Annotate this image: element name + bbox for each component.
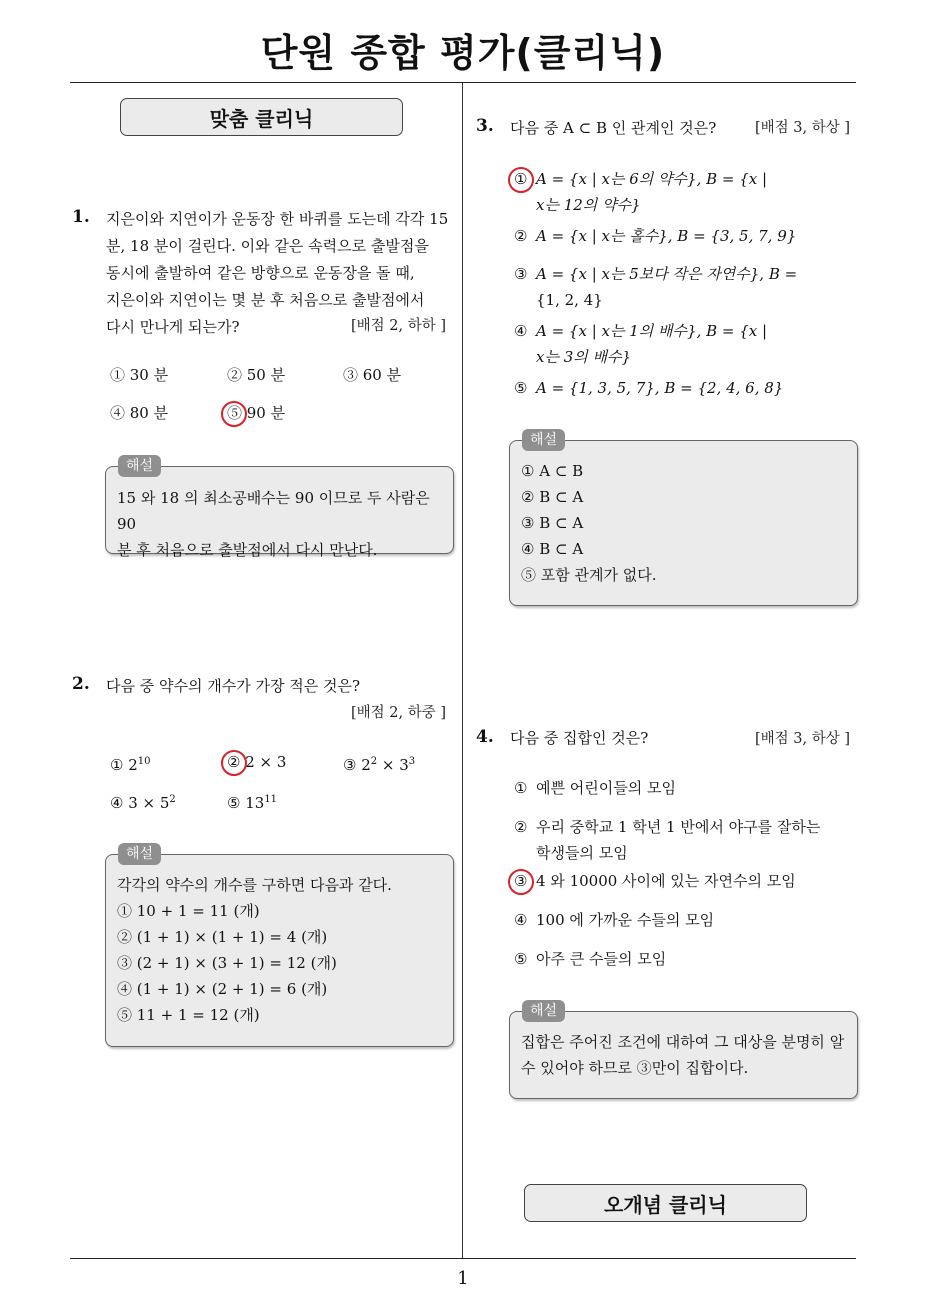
solution-line: ① 10 + 1 = 11 (개) (117, 902, 260, 920)
choice-text: {1, 2, 4} (536, 291, 603, 309)
q1-choice-5[interactable]: ⑤ 90 분 (227, 404, 286, 422)
q2-choice-3[interactable] (343, 749, 415, 778)
q1-solution-tag: 해설 (118, 455, 161, 477)
choice-text: A = {x | x는 홀수}, B = {3, 5, 7, 9} (536, 227, 797, 245)
q2-solution-text (117, 872, 447, 1028)
q4-choice-5[interactable] (514, 946, 666, 972)
match-clinic-banner: 맞춤 클리닉 (120, 98, 403, 136)
q4-solution-text (521, 1029, 851, 1081)
choice-text: 예쁜 어린이들의 모임 (536, 779, 676, 797)
q2-meta: [배점 2, 하중 ] (351, 705, 447, 721)
solution-line: 15 와 18 의 최소공배수는 90 이므로 두 사람은 90 (117, 489, 430, 533)
q3-number: 3. (476, 116, 494, 136)
choice-text: A = {x | x는 6의 약수}, B = {x | (536, 170, 768, 188)
choice-number: ③ (514, 265, 528, 283)
q2-text: 다음 중 약수의 개수가 가장 적은 것은? (106, 677, 361, 695)
q2-number: 2. (72, 674, 90, 694)
choice-number: ① (514, 170, 528, 188)
top-rule (70, 82, 856, 83)
choice-number: ⑤ (514, 950, 528, 968)
choice-text: 100 에 가까운 수들의 모임 (536, 911, 715, 929)
choice-text: ③ 2 (343, 756, 371, 774)
q4-choice-4[interactable] (514, 907, 714, 933)
column-divider (462, 83, 463, 1258)
choice-number: ① (514, 779, 528, 797)
solution-line: ⑤ 포함 관계가 없다. (521, 566, 657, 584)
q1-line: 분, 18 분이 걸린다. 이와 같은 속력으로 출발점을 (106, 237, 429, 255)
choice-text: x는 12의 약수} (536, 196, 641, 214)
q1-solution-text (117, 485, 447, 563)
q1-line: 지은이와 지연이는 몇 분 후 처음으로 출발점에서 (106, 291, 425, 309)
choice-text: 우리 중학교 1 학년 1 반에서 야구를 잘하는 (536, 818, 821, 836)
solution-line: ② (1 + 1) × (1 + 1) = 4 (개) (117, 928, 328, 946)
choice-text: A = {x | x는 1의 배수}, B = {x | (536, 322, 768, 340)
choice-text: 2 × 3 (245, 753, 287, 771)
choice-text: ② (227, 753, 241, 771)
q1-choice-4[interactable]: ④ 80 분 (110, 404, 169, 422)
q2-choice-5[interactable] (227, 787, 277, 816)
solution-line: ④ B ⊂ A (521, 540, 584, 558)
solution-line: ① A ⊂ B (521, 462, 584, 480)
solution-line: 각각의 약수의 개수를 구하면 다음과 같다. (117, 876, 392, 894)
choice-text: x는 3의 배수} (536, 348, 632, 366)
choice-text: ⑤ 13 (227, 794, 265, 812)
q1-choice-2[interactable]: ② 50 분 (227, 366, 286, 384)
exponent: 11 (264, 794, 278, 805)
q1-line: 동시에 출발하여 같은 방향으로 운동장을 돌 때, (106, 264, 415, 282)
q4-text: 다음 중 집합인 것은? (510, 729, 649, 747)
bottom-rule (70, 1258, 856, 1259)
q3-solution-text (521, 458, 851, 588)
q1-number: 1. (72, 207, 90, 227)
q4-number: 4. (476, 727, 494, 747)
solution-line: ② B ⊂ A (521, 488, 584, 506)
q4-choice-1[interactable] (514, 775, 676, 801)
q2-choice-4[interactable] (110, 787, 176, 816)
solution-line: 수 있어야 하므로 ③만이 집합이다. (521, 1059, 749, 1077)
q2-choice-1[interactable] (110, 749, 151, 778)
choice-number: ④ (514, 322, 528, 340)
q1-choice-1[interactable]: ① 30 분 (110, 366, 169, 384)
choice-text: A = {1, 3, 5, 7}, B = {2, 4, 6, 8} (536, 379, 784, 397)
q1-line: 다시 만나게 되는가? (106, 318, 240, 336)
q3-choice-5[interactable] (514, 375, 783, 401)
choice-text: ① 2 (110, 756, 138, 774)
choice-text: 학생들의 모임 (536, 844, 628, 862)
q4-choice-3[interactable] (514, 868, 796, 894)
q2-choice-2[interactable] (227, 749, 286, 775)
exponent: 3 (408, 756, 416, 767)
q3-solution-tag: 해설 (522, 429, 565, 451)
q1-line: 지은이와 지연이가 운동장 한 바퀴를 도는데 각각 15 (106, 210, 449, 228)
q3-choice-2[interactable] (514, 223, 796, 249)
exponent: 2 (370, 756, 378, 767)
q1-choice-3[interactable]: ③ 60 분 (343, 366, 402, 384)
misconception-clinic-banner: 오개념 클리닉 (524, 1184, 807, 1222)
choice-number: ⑤ (514, 379, 528, 397)
choice-number: ② (514, 227, 528, 245)
choice-number: ② (514, 818, 528, 836)
solution-line: ③ (2 + 1) × (3 + 1) = 12 (개) (117, 954, 337, 972)
q3-text: 다음 중 A ⊂ B 인 관계인 것은? (510, 119, 717, 137)
page-title: 단원 종합 평가(클리닉) (260, 31, 666, 75)
solution-line: ⑤ 11 + 1 = 12 (개) (117, 1006, 260, 1024)
choice-text: ④ 3 × 5 (110, 794, 170, 812)
q3-meta: [배점 3, 하상 ] (755, 120, 851, 136)
q2-solution-tag: 해설 (118, 843, 161, 865)
q4-choice-2[interactable] (514, 814, 820, 866)
exponent: 10 (137, 756, 151, 767)
solution-line: 집합은 주어진 조건에 대하여 그 대상을 분명히 알 (521, 1033, 845, 1051)
q4-solution-tag: 해설 (522, 1000, 565, 1022)
page-number: 1 (457, 1268, 469, 1289)
choice-number: ④ (514, 911, 528, 929)
choice-text: 아주 큰 수들의 모임 (536, 950, 667, 968)
q4-meta: [배점 3, 하상 ] (755, 731, 851, 747)
solution-line: ③ B ⊂ A (521, 514, 584, 532)
solution-line: ④ (1 + 1) × (2 + 1) = 6 (개) (117, 980, 328, 998)
q3-choice-1[interactable] (514, 166, 767, 218)
solution-line: 분 후 처음으로 출발점에서 다시 만난다. (117, 541, 378, 559)
exponent: 2 (169, 794, 176, 805)
choice-text: A = {x | x는 5보다 작은 자연수}, B = (536, 265, 798, 283)
q1-meta: [배점 2, 하하 ] (351, 318, 447, 334)
choice-text: × 3 (377, 756, 409, 774)
choice-number: ③ (514, 872, 528, 890)
q3-choice-3[interactable] (514, 261, 797, 313)
choice-text: 4 와 10000 사이에 있는 자연수의 모임 (536, 872, 796, 890)
q3-choice-4[interactable] (514, 318, 767, 370)
